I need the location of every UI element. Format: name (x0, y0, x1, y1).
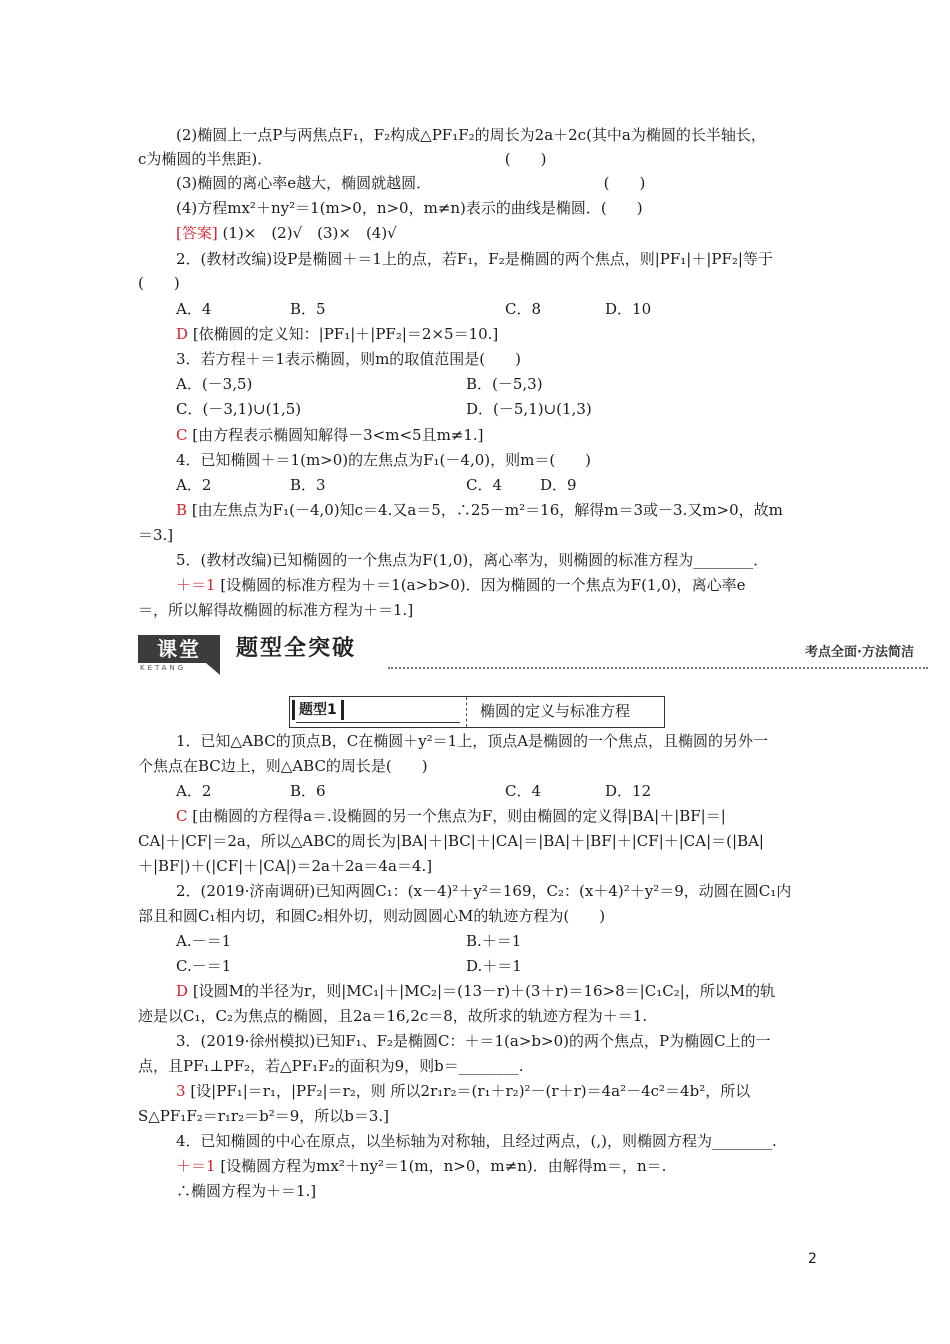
choice: B．3 (290, 476, 326, 494)
answer-label: D (176, 982, 189, 1000)
text-line: 迹是以C₁，C₂为焦点的椭圆，且2a＝16,2c＝8，故所求的轨迹方程为＋＝1. (138, 1007, 648, 1025)
text-line: ＝3.] (138, 526, 174, 544)
text-line: 部且和圆C₁相内切，和圆C₂相外切，则动圆圆心M的轨迹方程为( ) (138, 907, 606, 925)
text-line: 3．(2019·徐州模拟)已知F₁、F₂是椭圆C：＋＝1(a>b>0)的两个焦点，P为椭圆C上的一 (176, 1032, 771, 1050)
text-line: 3．若方程＋＝1表示椭圆，则m的取值范围是( ) (176, 350, 522, 368)
choice: B.＋＝1 (466, 932, 522, 950)
choice: A．2 (176, 476, 212, 494)
banner-tagline: 考点全面·方法简洁 (805, 645, 914, 660)
topic-tag-cell (290, 697, 467, 727)
answer-label: [答案] (176, 224, 218, 242)
text-line: S△PF₁F₂＝r₁r₂＝b²＝9，所以b＝3.] (138, 1107, 390, 1125)
choice: B．6 (290, 782, 326, 800)
text-line: 5．(教材改编)已知椭圆的一个焦点为F(1,0)，离心率为，则椭圆的标准方程为________． (176, 551, 769, 569)
text-line: c为椭圆的半焦距)． ( ) (138, 150, 547, 168)
page-number: 2 (808, 1251, 817, 1267)
answer-label: C (176, 807, 188, 825)
choice: D．9 (540, 476, 577, 494)
answer-line (176, 324, 498, 344)
answer-line (176, 1156, 666, 1176)
answer-text: [设|PF₁|＝r₁，|PF₂|＝r₂，则 所以2r₁r₂＝(r₁＋r₂)²－(r＋r)＝4a²－4c²＝4b²，所以 (190, 1082, 751, 1100)
topic-box (289, 696, 665, 728)
answer-text: [设圆M的半径为r，则|MC₁|＋|MC₂|＝(13－r)＋(3＋r)＝16>8＝|C₁C₂|，所以M的轨 (192, 982, 776, 1000)
topic-tag: 题型1 (292, 700, 344, 720)
answer-line (176, 981, 775, 1001)
text-line: 2．(教材改编)设P是椭圆＋＝1上的点，若F₁，F₂是椭圆的两个焦点，则|PF₁|＋|PF₂|等于 (176, 250, 773, 268)
answer-label: ＋＝1 (176, 1157, 216, 1175)
answer-text: [设椭圆的标准方程为＋＝1(a>b>0)．因为椭圆的一个焦点为F(1,0)，离心率e (220, 576, 746, 594)
choice: B．(－5,3) (466, 375, 543, 393)
answer-line (176, 575, 746, 595)
banner-title: 题型全突破 (236, 636, 357, 661)
text-line: (3)椭圆的离心率e越大，椭圆就越圆． ( ) (176, 174, 646, 192)
choice: D．12 (605, 782, 652, 800)
choice: A.－＝1 (176, 932, 232, 950)
answer-label: 3 (176, 1082, 186, 1100)
section-banner (138, 635, 928, 677)
answer-label: C (176, 426, 188, 444)
choice: D．(－5,1)∪(1,3) (466, 400, 592, 418)
choice: A．4 (176, 300, 212, 318)
answer-text: [由左焦点为F₁(－4,0)知c＝4.又a＝5，∴25－m²＝16，解得m＝3或－3.又m>0，故m (191, 501, 783, 519)
answer-text: [由方程表示椭圆知解得－3<m<5且m≠1.] (192, 426, 484, 444)
choice: C．8 (505, 300, 542, 318)
text-line: (4)方程mx²＋ny²＝1(m>0，n>0，m≠n)表示的曲线是椭圆．( ) (176, 199, 643, 217)
text-line: 4．已知椭圆＋＝1(m>0)的左焦点为F₁(－4,0)，则m＝( ) (176, 451, 592, 469)
text-line: 点，且PF₁⊥PF₂，若△PF₁F₂的面积为9，则b＝________. (138, 1057, 524, 1075)
banner-arrow-icon (206, 663, 220, 675)
text-line: ( ) (138, 274, 180, 292)
ketang-sub-label: KETANG (140, 664, 187, 672)
answer-label: ＋＝1 (176, 576, 216, 594)
text-line: 4．已知椭圆的中心在原点，以坐标轴为对称轴，且经过两点，(,)，则椭圆方程为________. (176, 1132, 777, 1150)
text-line: CA|＋|CF|＝2a，所以△ABC的周长为|BA|＋|BC|＋|CA|＝|BA|＋|BF|＋|CF|＋|CA|＝(|BA| (138, 832, 764, 850)
choice: C.－＝1 (176, 957, 232, 975)
choice: C．(－3,1)∪(1,5) (176, 400, 302, 418)
text-line: 个焦点在BC边上，则△ABC的周长是( ) (138, 757, 428, 775)
answer-text: [由椭圆的方程得a＝.设椭圆的另一个焦点为F，则由椭圆的定义得|BA|＋|BF|＝| (192, 807, 726, 825)
answer-line (176, 1081, 750, 1101)
text-line: 2．(2019·济南调研)已知两圆C₁：(x－4)²＋y²＝169，C₂：(x＋4)²＋y²＝9，动圆在圆C₁内 (176, 882, 792, 900)
answer-label: B (176, 501, 188, 519)
answer-text: [依椭圆的定义知：|PF₁|＋|PF₂|＝2×5＝10.] (192, 325, 499, 343)
answer-line (176, 425, 484, 445)
choice: D．10 (605, 300, 652, 318)
text-line: ＋|BF|)＋(|CF|＋|CA|)＝2a＋2a＝4a＝4.] (138, 857, 433, 875)
ketang-label: 课堂 (138, 635, 220, 663)
choice: D.＋＝1 (466, 957, 522, 975)
answer-label: D (176, 325, 189, 343)
choice: C．4 (505, 782, 542, 800)
answer-line (176, 223, 397, 243)
topic-title: 椭圆的定义与标准方程 (480, 702, 631, 720)
text-line: ∴椭圆方程为＋＝1.] (176, 1182, 317, 1200)
text-line: 1．已知△ABC的顶点B，C在椭圆＋y²＝1上，顶点A是椭圆的一个焦点，且椭圆的另外一 (176, 732, 769, 750)
choice: C．4 (466, 476, 503, 494)
banner-divider (388, 667, 928, 669)
answer-line (176, 806, 726, 826)
answer-text: [设椭圆方程为mx²＋ny²＝1(m，n>0，m≠n)．由解得m＝，n＝. (220, 1157, 667, 1175)
answer-line (176, 500, 783, 520)
choice: B．5 (290, 300, 326, 318)
text-line: (2)椭圆上一点P与两焦点F₁，F₂构成△PF₁F₂的周长为2a＋2c(其中a为椭圆的长半轴长， (176, 126, 766, 144)
topic-tag-underline (296, 722, 460, 723)
answer-text: (1)× (2)√ (3)× (4)√ (222, 224, 397, 242)
text-line: ＝，所以解得故椭圆的标准方程为＋＝1.] (138, 601, 414, 619)
choice: A．2 (176, 782, 212, 800)
choice: A．(－3,5) (176, 375, 253, 393)
